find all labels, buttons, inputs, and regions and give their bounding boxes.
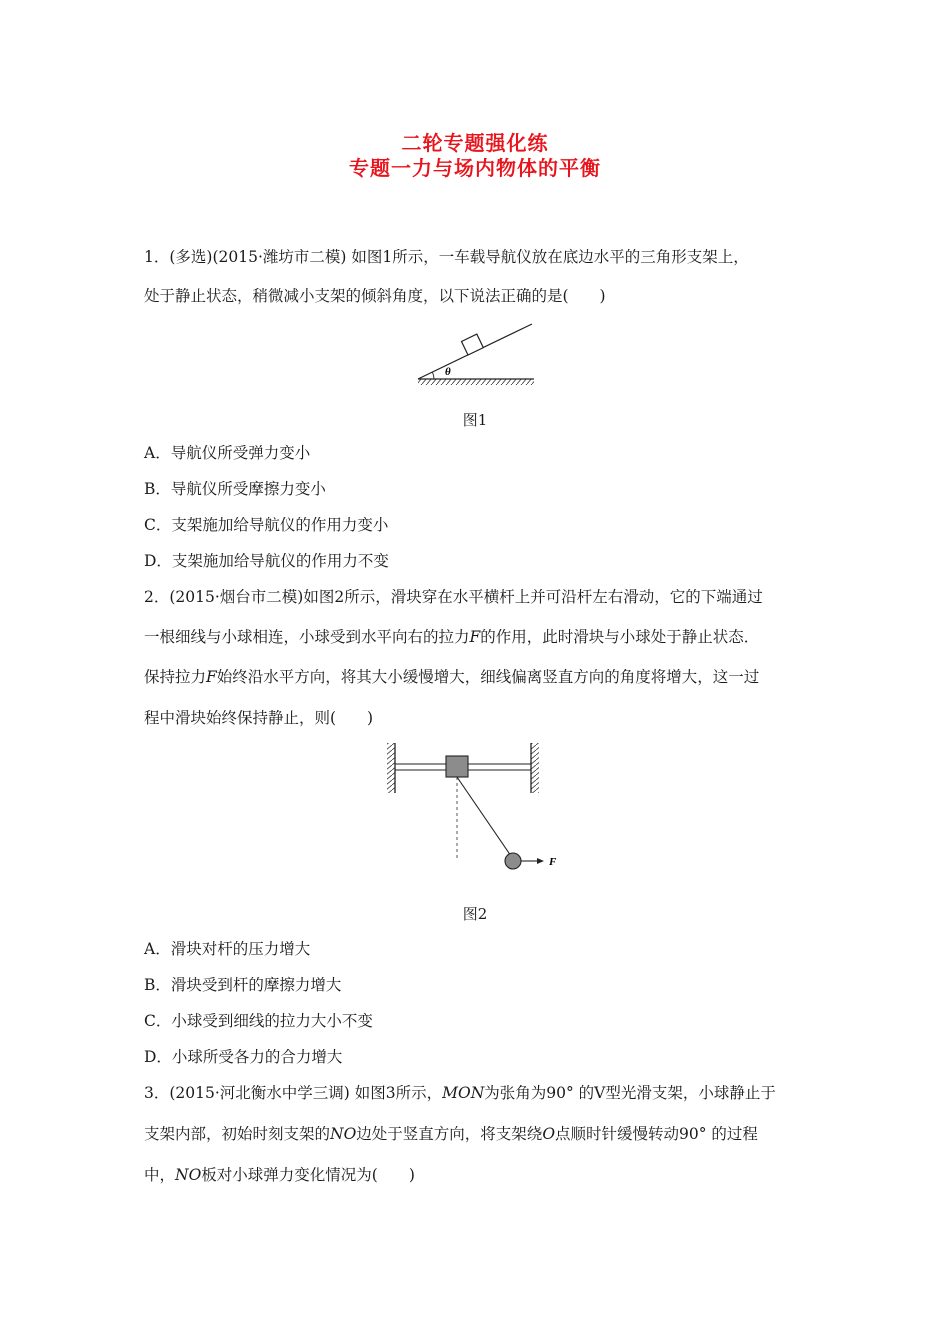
- figure-2-slider: [386, 740, 566, 876]
- q3-text-line-2b: 边处于竖直方向，将支架绕: [356, 1125, 543, 1143]
- q1-text-line-1: 1．(多选)(2015·潍坊市二模) 如图1所示，一车载导航仪放在底边水平的三角形支架上，: [144, 248, 749, 266]
- q2-text-line-2: [144, 625, 759, 647]
- string-line: [457, 777, 511, 856]
- theta-label: θ: [445, 366, 451, 378]
- q2-option-c: C．小球受到细线的拉力大小不变: [144, 1012, 373, 1030]
- figure-1-incline: [412, 318, 538, 386]
- q3-text-line-1a: 3．(2015·河北衡水中学三调) 如图3所示，: [144, 1084, 443, 1102]
- q1-option-c: C．支架施加给导航仪的作用力变小: [144, 516, 389, 534]
- q2-force-symbol: F: [469, 628, 481, 646]
- q2-text-line-2b: 的作用，此时滑块与小球处于静止状态．: [480, 628, 760, 646]
- slider-block: [446, 756, 468, 777]
- q1-option-a: A．导航仪所受弹力变小: [144, 444, 311, 462]
- q3-text-line-3b: 板对小球弹力变化情况为( ): [201, 1166, 415, 1184]
- q3-no-symbol: NO: [330, 1125, 357, 1143]
- q3-text-line-2: [144, 1122, 758, 1144]
- q2-option-d: D．小球所受各力的合力增大: [144, 1048, 343, 1066]
- q2-text-line-3b: 始终沿水平方向，将其大小缓慢增大，细线偏离竖直方向的角度将增大，这一过: [216, 668, 760, 686]
- force-arrow-head: [537, 858, 544, 864]
- q1-option-d: D．支架施加给导航仪的作用力不变: [144, 552, 389, 570]
- q2-text-line-4: 程中滑块始终保持静止，则( ): [144, 709, 374, 727]
- navigator-block: [461, 334, 483, 355]
- figure-1-caption: 图1: [462, 411, 488, 429]
- q3-text-line-1: [144, 1081, 776, 1103]
- q1-option-b: B．导航仪所受摩擦力变小: [144, 480, 326, 498]
- q1-text-line-2: 处于静止状态，稍微减小支架的倾斜角度，以下说法正确的是( ): [144, 287, 606, 305]
- q2-option-a: A．滑块对杆的压力增大: [144, 940, 311, 958]
- left-wall-hatch: [387, 743, 395, 793]
- q2-text-line-2a: 一根细线与小球相连，小球受到水平向右的拉力: [144, 628, 470, 646]
- ball: [505, 853, 521, 869]
- right-wall-hatch: [531, 743, 539, 793]
- q3-no-symbol-2: NO: [175, 1166, 202, 1184]
- q3-text-line-2a: 支架内部，初始时刻支架的: [144, 1125, 331, 1143]
- q2-text-line-3: [144, 665, 759, 687]
- title-line-2: 专题一力与场内物体的平衡: [349, 156, 601, 180]
- q3-text-line-3a: 中，: [144, 1166, 176, 1184]
- q2-option-b: B．滑块受到杆的摩擦力增大: [144, 976, 342, 994]
- q2-text-line-1: 2．(2015·烟台市二模)如图2所示，滑块穿在水平横杆上并可沿杆左右滑动，它的下端通过: [144, 588, 763, 606]
- q3-text-line-2c: 点顺时针缓慢转动90° 的过程: [555, 1125, 758, 1143]
- q3-text-line-1b: 为张角为90° 的V型光滑支架，小球静止于: [484, 1084, 776, 1102]
- q3-o-symbol: O: [542, 1125, 556, 1143]
- force-label: F: [549, 856, 557, 868]
- figure-2-caption: 图2: [462, 905, 488, 923]
- q3-text-line-3: [144, 1163, 415, 1185]
- q3-mon-symbol: MON: [442, 1084, 485, 1102]
- title-line-1: 二轮专题强化练: [401, 131, 549, 155]
- ground-hatch: [418, 379, 534, 385]
- q2-force-symbol-2: F: [206, 668, 217, 686]
- angle-arc: [432, 372, 434, 379]
- q2-text-line-3a: 保持拉力: [144, 668, 207, 686]
